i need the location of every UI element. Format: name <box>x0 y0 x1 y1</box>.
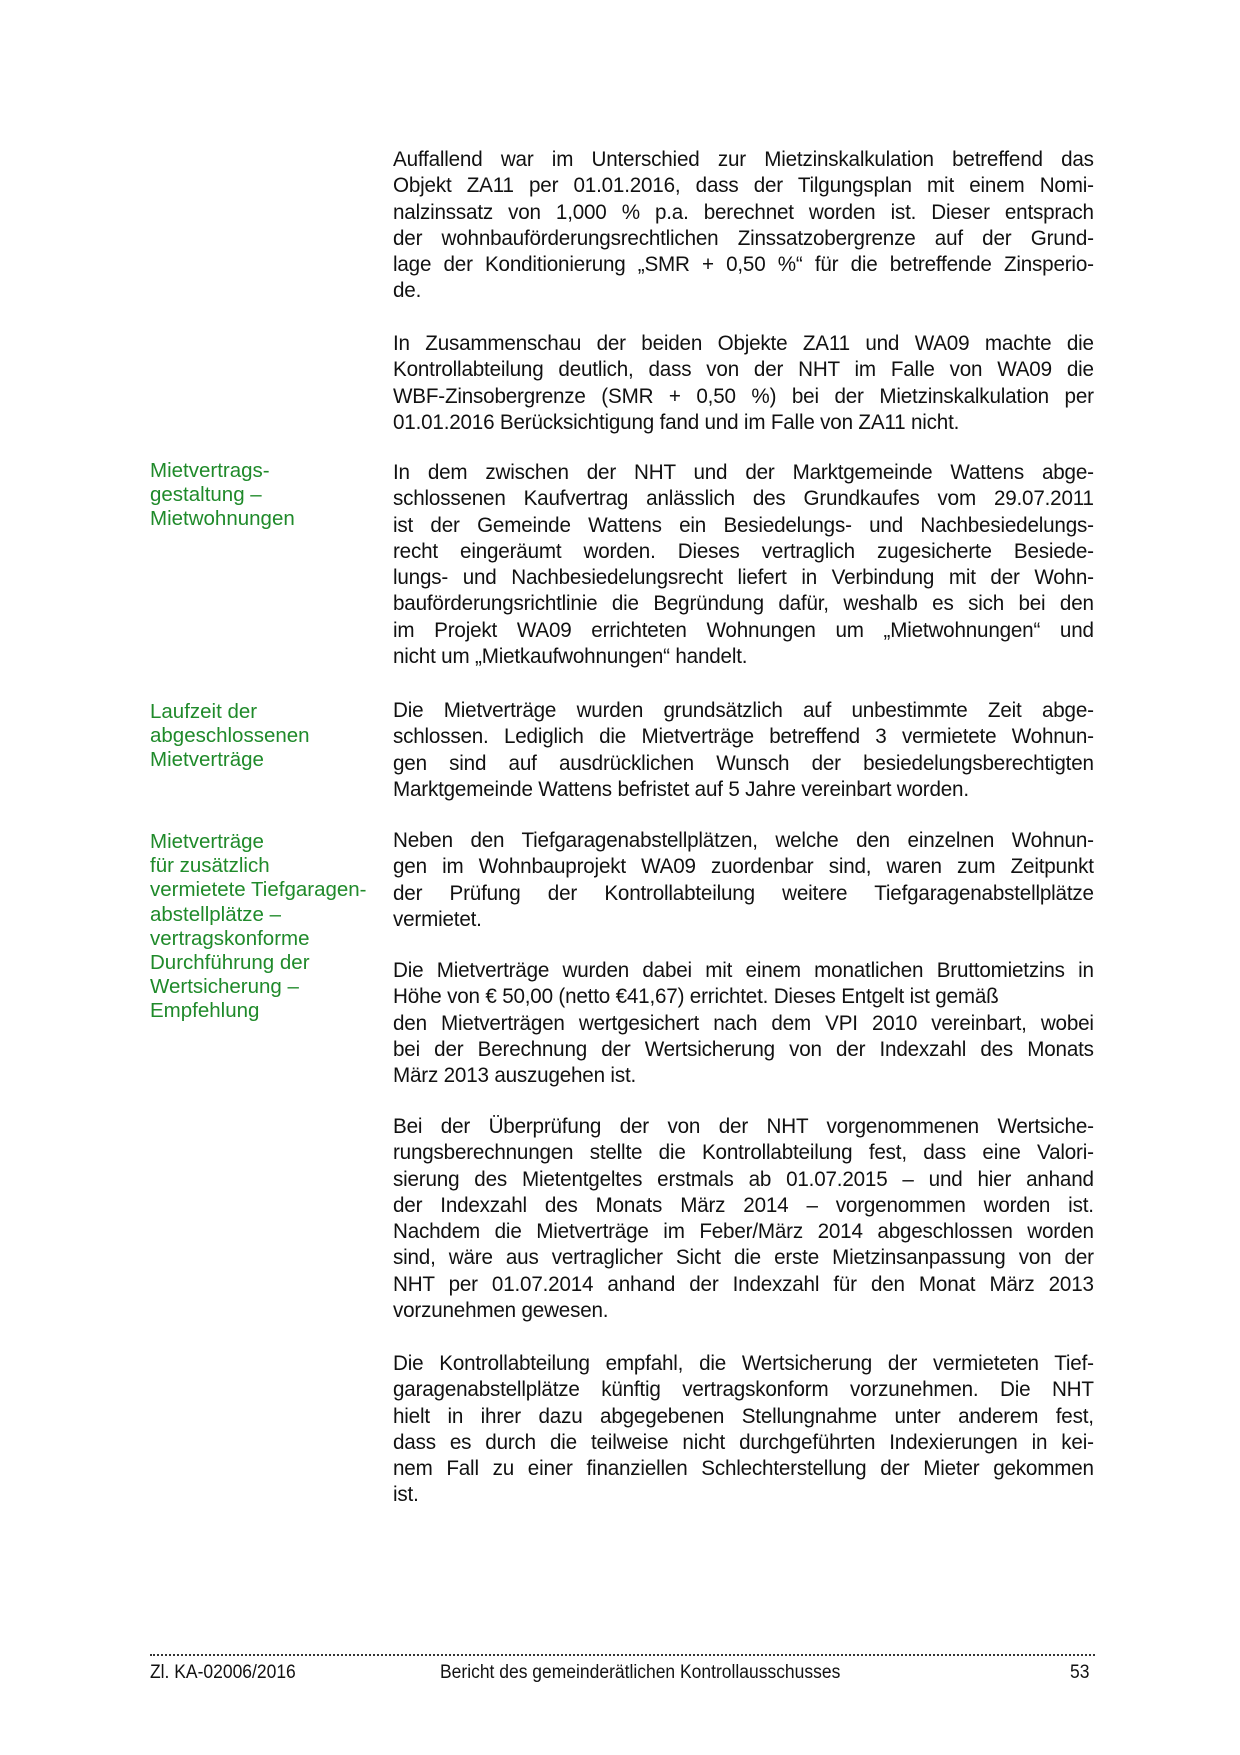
footer-title: Bericht des gemeinderätlichen Kontrollausschusses <box>440 1662 841 1683</box>
paragraph-7: Bei der Überprüfung der von der NHT vorgenommenen Wertsiche- rungsberechnungen stellte die Kontrollabteilung fest, dass eine Valori- sierung des Mietentgeltes erstmals ab 01.07.2015 – und hier anhand der Indexzahl des Monats März 2014 – vorgenommen worden ist. Nachdem die Mietverträge im Feber/März 2014 abgeschlossen worden sind, wäre aus vertraglicher Sicht die erste Mietzinsanpassung von der NHT per 01.07.2014 anhand der Indexzahl für den Monat März 2013 vorzunehmen gewesen. <box>393 1114 1094 1323</box>
margin-note-mietvertragsgestaltung: Mietvertrags- gestaltung – Mietwohnungen <box>150 459 295 531</box>
margin-note-tiefgaragen: Mietverträge für zusätzlich vermietete Tiefgaragen- abstellplätze – vertragskonforme Durchführung der Wertsicherung – Empfehlung <box>150 830 367 1023</box>
paragraph-4: Die Mietverträge wurden grundsätzlich auf unbestimmte Zeit abge- schlossen. Lediglich die Mietverträge betreffend 3 vermietete Wohnun- gen sind auf ausdrücklichen Wunsch der besiedelungsberechtigten Marktgemeinde Wattens befristet auf 5 Jahre vereinbart worden. <box>393 698 1094 801</box>
paragraph-5: Neben den Tiefgaragenabstellplätzen, welche den einzelnen Wohnun- gen im Wohnbauprojekt WA09 zuordenbar sind, waren zum Zeitpunkt der Prüfung der Kontrollabteilung weitere Tiefgaragenabstellplätze vermietet. <box>393 828 1094 931</box>
paragraph-8: Die Kontrollabteilung empfahl, die Wertsicherung der vermieteten Tief- garagenabstellplätze künftig vertragskonform vorzunehmen. Die NHT hielt in ihrer dazu abgegebenen Stellungnahme unter anderem fest, dass es durch die teilweise nicht durchgeführten Indexierungen in kei- nem Fall zu einer finanziellen Schlechterstellung der Mieter gekommen ist. <box>393 1351 1094 1507</box>
footer-reference: Zl. KA-02006/2016 <box>150 1662 296 1683</box>
margin-note-laufzeit: Laufzeit der abgeschlossenen Mietverträge <box>150 700 310 772</box>
footer-divider <box>150 1644 1095 1656</box>
page-number: 53 <box>1070 1662 1090 1683</box>
paragraph-1: Auffallend war im Unterschied zur Mietzinskalkulation betreffend das Objekt ZA11 per 01.01.2016, dass der Tilgungsplan mit einem Nomi- nalzinssatz von 1,000 % p.a. berechnet worden ist. Dieser entsprach der wohnbauförderungsrechtlichen Zinssatzobergrenze auf der Grund- lage der Konditionierung „SMR + 0,50 %“ für die betreffende Zinsperio- de. <box>393 147 1094 303</box>
paragraph-3: In dem zwischen der NHT und der Marktgemeinde Wattens abge- schlossenen Kaufvertrag anlässlich des Grundkaufes vom 29.07.2011 ist der Gemeinde Wattens ein Besiedelungs- und Nachbesiedelungs- recht eingeräumt worden. Dieses vertraglich zugesicherte Besiede- lungs- und Nachbesiedelungsrecht liefert in Verbindung mit der Wohn- bauförderungsrichtlinie die Begründung dafür, weshalb es sich bei den im Projekt WA09 errichteten Wohnungen um „Mietwohnungen“ und nicht um „Mietkaufwohnungen“ handelt. <box>393 460 1094 669</box>
paragraph-2: In Zusammenschau der beiden Objekte ZA11 und WA09 machte die Kontrollabteilung deutlich, dass von der NHT im Falle von WA09 die WBF-Zinsobergrenze (SMR + 0,50 %) bei der Mietzinskalkulation per 01.01.2016 Berücksichtigung fand und im Falle von ZA11 nicht. <box>393 331 1094 434</box>
paragraph-6: Die Mietverträge wurden dabei mit einem monatlichen Bruttomietzins in Höhe von € 50,00 (netto €41,67) errichtet. Dieses Entgelt ist gemäß den Mietverträgen wertgesichert nach dem VPI 2010 vereinbart, wobei bei der Berechnung der Wertsicherung von der Indexzahl des Monats März 2013 auszugehen ist. <box>393 958 1094 1088</box>
